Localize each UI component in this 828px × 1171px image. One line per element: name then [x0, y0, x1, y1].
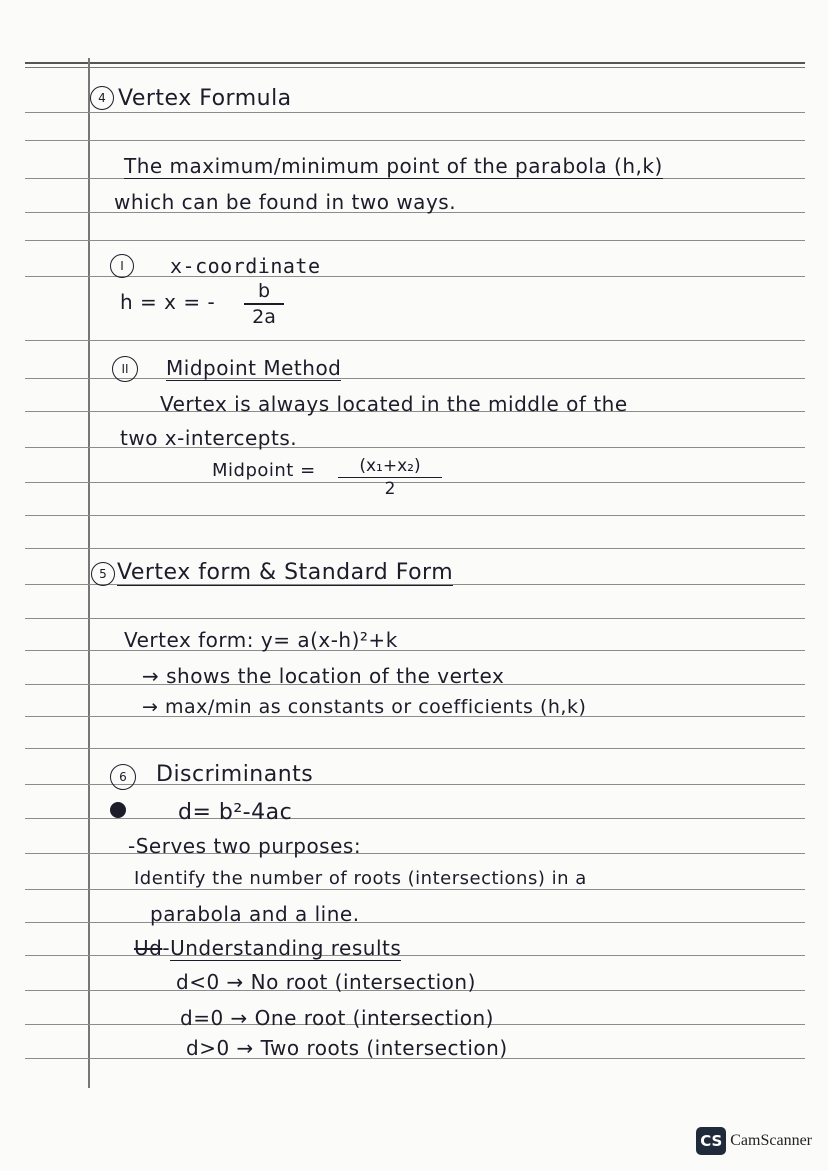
method-1-number: I	[120, 259, 124, 273]
method-2-line-1: Vertex is always located in the middle of the	[160, 392, 628, 416]
camscanner-label: CamScanner	[730, 1132, 812, 1149]
section-5-number: 5	[99, 567, 107, 581]
camscanner-badge	[696, 1127, 812, 1155]
method-2-numerator: (x₁+x₂)	[359, 456, 421, 476]
ruled-line	[25, 784, 805, 785]
top-rule-secondary	[25, 67, 805, 68]
vertex-form-line-2: → shows the location of the vertex	[142, 664, 505, 688]
scribble-mark	[110, 802, 126, 818]
section-4-number-circle	[90, 86, 114, 110]
ruled-line	[25, 618, 805, 619]
ruled-line	[25, 240, 805, 241]
intro-line-1	[124, 154, 663, 178]
purpose-1-line-1: Identify the number of roots (intersections) in a	[134, 868, 587, 889]
ruled-line	[25, 112, 805, 113]
method-1-numerator: b	[257, 280, 271, 302]
ruled-line	[25, 378, 805, 379]
result-zero: d=0 → One root (intersection)	[180, 1006, 494, 1030]
method-2-formula-lhs: Midpoint =	[212, 460, 316, 481]
fraction-bar	[338, 477, 442, 478]
method-1-number-circle	[110, 254, 134, 278]
section-4-heading: Vertex Formula	[118, 86, 292, 111]
method-2-title	[166, 356, 341, 380]
ruled-line	[25, 748, 805, 749]
fraction-bar	[244, 303, 284, 305]
ruled-line	[25, 548, 805, 549]
method-1-title: x-coordinate	[170, 254, 321, 278]
discriminant-formula: d= b²-4ac	[178, 800, 293, 825]
purpose-2-line: Ud-Understanding results	[134, 936, 402, 960]
ruled-line	[25, 889, 805, 890]
method-2-fraction	[338, 456, 442, 499]
top-rule	[25, 62, 805, 64]
purposes-line: -Serves two purposes:	[128, 834, 362, 858]
ruled-line	[25, 140, 805, 141]
section-6-heading: Discriminants	[156, 762, 314, 787]
section-4-number: 4	[98, 91, 106, 105]
purpose-2-title: Understanding results	[170, 936, 402, 960]
method-1-denominator: 2a	[252, 305, 276, 328]
method-2-denominator: 2	[384, 479, 396, 499]
method-2-line-2: two x-intercepts.	[120, 426, 298, 450]
ruled-line	[25, 340, 805, 341]
intro-line-1-text: The maximum/minimum point of the parabola (h,k)	[124, 154, 663, 178]
method-1-formula-lhs: h = x = -	[120, 290, 216, 314]
ruled-line	[25, 276, 805, 277]
camscanner-logo: CS	[696, 1127, 726, 1155]
method-2-title-text: Midpoint Method	[166, 356, 342, 380]
section-5-heading-text: Vertex form & Standard Form	[117, 560, 454, 585]
ruled-line	[25, 515, 805, 516]
struck-out-text: Ud	[134, 936, 163, 960]
result-negative: d<0 → No root (intersection)	[176, 970, 476, 994]
ruled-line	[25, 818, 805, 819]
vertex-form-line-1: Vertex form: y= a(x-h)²+k	[124, 628, 398, 652]
section-5-heading	[117, 560, 453, 585]
section-6-number-circle	[110, 764, 136, 790]
method-2-number: II	[121, 362, 129, 376]
purpose-1-line-2: parabola and a line.	[150, 902, 360, 926]
section-5-number-circle	[91, 562, 115, 586]
method-2-number-circle	[112, 356, 138, 382]
result-positive: d>0 → Two roots (intersection)	[186, 1036, 508, 1060]
intro-line-2: which can be found in two ways.	[114, 190, 457, 214]
ruled-line	[25, 922, 805, 923]
method-1-fraction	[244, 280, 284, 328]
section-6-number: 6	[119, 770, 127, 784]
vertex-form-line-3: → max/min as constants or coefficients (h,k)	[142, 696, 587, 718]
